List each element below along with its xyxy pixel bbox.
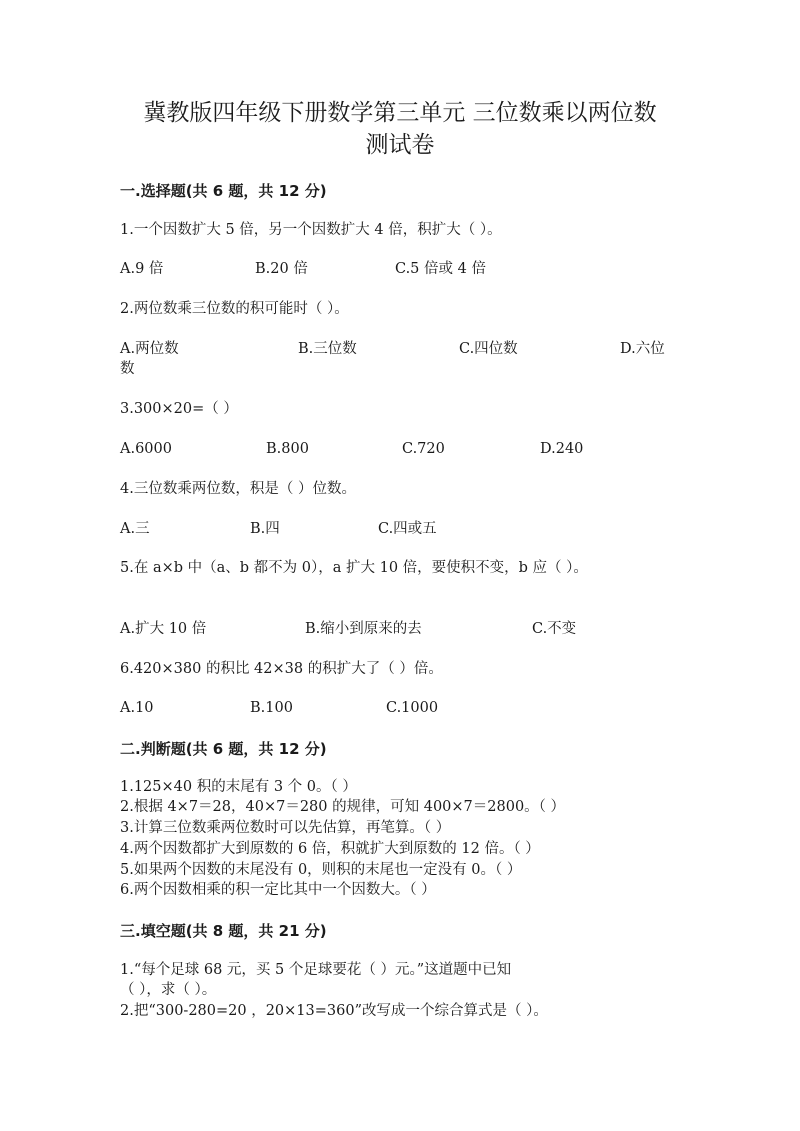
section-heading-judge: 二.判断题(共 6 题，共 12 分) <box>120 740 327 758</box>
option-2a: A.两位数 <box>120 341 179 357</box>
option-3c: C.720 <box>402 441 445 457</box>
judge-item-4: 4.两个因数都扩大到原数的 6 倍，积就扩大到原数的 12 倍。（ ） <box>120 841 540 857</box>
option-1c: C.5 倍或 4 倍 <box>395 261 486 277</box>
title-line-1: 冀教版四年级下册数学第三单元 三位数乘以两位数 <box>143 100 657 126</box>
question-3: 3.300×20=（ ） <box>120 401 238 417</box>
judge-item-3: 3.计算三位数乘两位数时可以先估算，再笔算。（ ） <box>120 820 451 836</box>
fill-item-2: 2.把“300-280=20 ，20×13=360”改写成一个综合算式是（ ）。 <box>120 1003 548 1019</box>
judge-item-5: 5.如果两个因数的末尾没有 0，则积的末尾也一定没有 0。（ ） <box>120 862 522 878</box>
question-5: 5.在 a×b 中（a、b 都不为 0），a 扩大 10 倍，要使积不变，b 应（ ）。 <box>120 560 588 576</box>
option-6c: C.1000 <box>386 700 439 716</box>
option-6a: A.10 <box>120 700 154 716</box>
option-1a: A.9 倍 <box>120 261 164 277</box>
option-5a: A.扩大 10 倍 <box>120 621 207 637</box>
option-3d: D.240 <box>540 441 584 457</box>
option-5c: C.不变 <box>532 621 577 637</box>
option-4c: C.四或五 <box>378 521 437 537</box>
option-6b: B.100 <box>250 700 293 716</box>
question-6: 6.420×380 的积比 42×38 的积扩大了（ ）倍。 <box>120 661 443 677</box>
option-2b: B.三位数 <box>298 341 357 357</box>
judge-item-1: 1.125×40 积的末尾有 3 个 0。（ ） <box>120 779 357 795</box>
option-3a: A.6000 <box>120 441 172 457</box>
judge-item-2: 2.根据 4×7＝28，40×7＝280 的规律，可知 400×7＝2800。（ ） <box>120 799 566 815</box>
section-heading-fill: 三.填空题(共 8 题，共 21 分) <box>120 922 327 940</box>
fill-item-1: 1.“每个足球 68 元，买 5 个足球要花（ ）元。”这道题中已知 <box>120 962 512 978</box>
option-2d-wrap: 数 <box>120 361 135 377</box>
option-5b: B.缩小到原来的去 <box>305 621 422 637</box>
question-2: 2.两位数乘三位数的积可能时（ ）。 <box>120 301 349 317</box>
option-2d: D.六位 <box>620 341 665 357</box>
option-1b: B.20 倍 <box>255 261 308 277</box>
option-4b: B.四 <box>250 521 280 537</box>
section-heading-choice: 一.选择题(共 6 题，共 12 分) <box>120 182 327 200</box>
judge-item-6: 6.两个因数相乘的积一定比其中一个因数大。（ ） <box>120 882 436 898</box>
question-1: 1.一个因数扩大 5 倍，另一个因数扩大 4 倍，积扩大（ ）。 <box>120 222 502 238</box>
option-4a: A.三 <box>120 521 150 537</box>
fill-item-1-continued: （ ），求（ ）。 <box>120 982 217 998</box>
question-4: 4.三位数乘两位数，积是（ ）位数。 <box>120 481 356 497</box>
option-2c: C.四位数 <box>459 341 518 357</box>
title-line-2: 测试卷 <box>365 132 435 158</box>
option-3b: B.800 <box>266 441 309 457</box>
